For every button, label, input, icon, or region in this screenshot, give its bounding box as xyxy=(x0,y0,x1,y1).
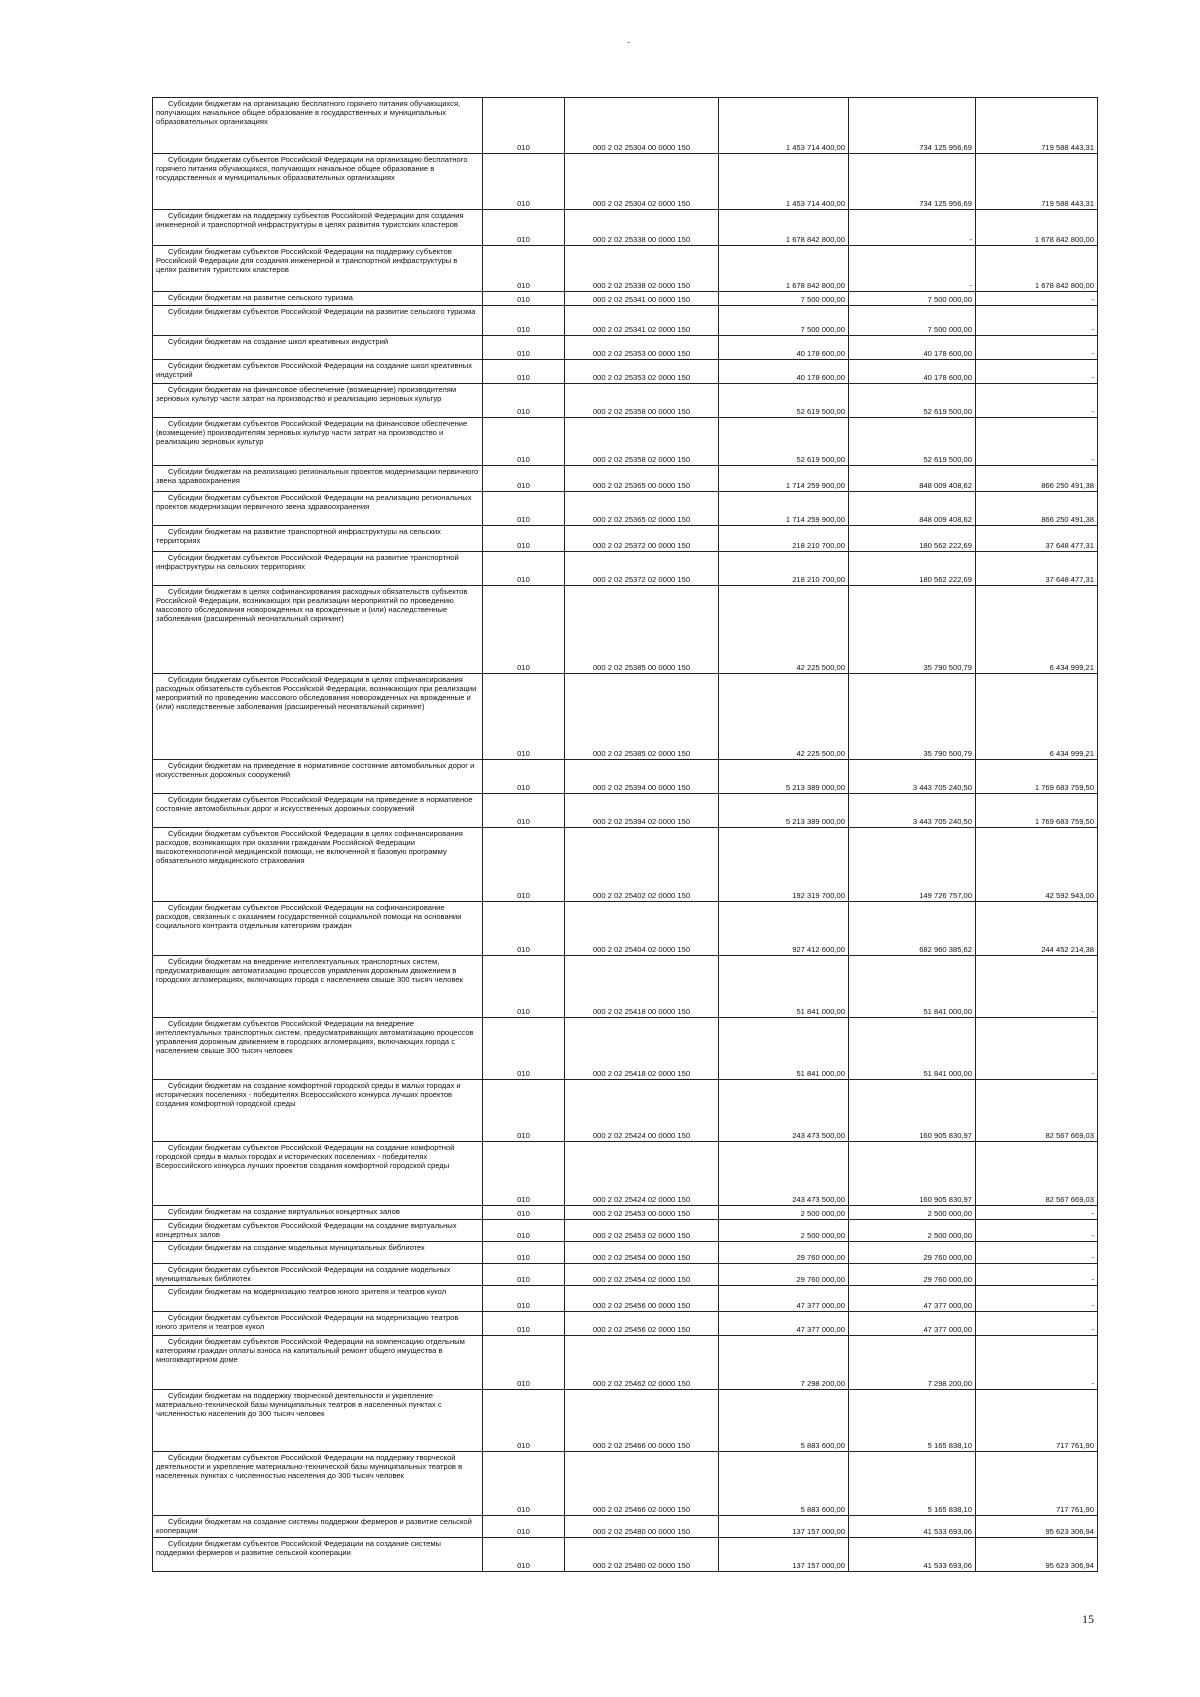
cell-code: 010 xyxy=(483,1220,565,1242)
cell-name: Субсидии бюджетам на развитие сельского туризма xyxy=(153,292,483,306)
cell-v3: 866 250 491,38 xyxy=(976,492,1098,526)
cell-kbk: 000 2 02 25372 00 0000 150 xyxy=(565,526,719,552)
cell-code: 010 xyxy=(483,1516,565,1538)
cell-v2: 160 905 830,97 xyxy=(849,1080,976,1142)
cell-v2: 29 760 000,00 xyxy=(849,1264,976,1286)
cell-v1: 29 760 000,00 xyxy=(719,1264,849,1286)
table-row xyxy=(153,674,1098,760)
cell-code: 010 xyxy=(483,674,565,760)
cell-name: Субсидии бюджетам на создание системы поддержки фермеров и развитие сельской кооперации xyxy=(153,1516,483,1538)
cell-v3: 95 623 306,94 xyxy=(976,1538,1098,1572)
cell-code: 010 xyxy=(483,466,565,492)
cell-name: Субсидии бюджетам на поддержку творческой деятельности и укрепление материально-технической базы муниципальных театров в населенных пунктах с численностью населения до 300 тысяч человек xyxy=(153,1390,483,1452)
cell-v1: 2 500 000,00 xyxy=(719,1220,849,1242)
cell-kbk: 000 2 02 25453 02 0000 150 xyxy=(565,1220,719,1242)
cell-name: Субсидии бюджетам субъектов Российской Федерации в целях софинансирования расходных обязательств субъектов Российской Федерации, возникающих при реализации мероприятий по проведению массового обследования новорожденных на врожденные и (или) наследственные заболевания (расширенный неонатальный скрининг) xyxy=(153,674,483,760)
cell-v2: 7 500 000,00 xyxy=(849,292,976,306)
cell-name: Субсидии бюджетам субъектов Российской Федерации на приведение в нормативное состояние автомобильных дорог и искусственных дорожных сооружений xyxy=(153,794,483,828)
cell-v3: 1 769 683 759,50 xyxy=(976,794,1098,828)
cell-v1: 192 319 700,00 xyxy=(719,828,849,902)
cell-name: Субсидии бюджетам на финансовое обеспечение (возмещение) производителям зерновых культур части затрат на производство и реализацию зерновых культур xyxy=(153,384,483,418)
cell-code: 010 xyxy=(483,1018,565,1080)
cell-v3: - xyxy=(976,1264,1098,1286)
cell-name: Субсидии бюджетам на создание школ креативных индустрий xyxy=(153,336,483,360)
cell-code: 010 xyxy=(483,1390,565,1452)
cell-v3: 1 769 683 759,50 xyxy=(976,760,1098,794)
table-row xyxy=(153,292,1098,306)
cell-v3: - xyxy=(976,1286,1098,1312)
cell-v1: 243 473 500,00 xyxy=(719,1080,849,1142)
cell-v3: 95 623 306,94 xyxy=(976,1516,1098,1538)
cell-v2: 682 960 385,62 xyxy=(849,902,976,956)
cell-name: Субсидии бюджетам субъектов Российской Федерации на развитие транспортной инфраструктуры на сельских территориях xyxy=(153,552,483,586)
table-row xyxy=(153,210,1098,246)
table-row xyxy=(153,1220,1098,1242)
cell-v3: - xyxy=(976,360,1098,384)
cell-name: Субсидии бюджетам субъектов Российской Федерации на создание школ креативных индустрий xyxy=(153,360,483,384)
cell-v2: 5 165 838,10 xyxy=(849,1390,976,1452)
cell-v2: 35 790 500,79 xyxy=(849,586,976,674)
cell-v2: 47 377 000,00 xyxy=(849,1312,976,1336)
cell-name: Субсидии бюджетам субъектов Российской Федерации на внедрение интеллектуальных транспортных систем, предусматривающих автоматизацию процессов управления дорожным движением в городских агломерациях, включающих города с населением свыше 300 тысяч человек xyxy=(153,1018,483,1080)
cell-code: 010 xyxy=(483,1312,565,1336)
cell-v1: 5 883 600,00 xyxy=(719,1452,849,1516)
cell-kbk: 000 2 02 25338 00 0000 150 xyxy=(565,210,719,246)
cell-kbk: 000 2 02 25372 02 0000 150 xyxy=(565,552,719,586)
cell-v2: 149 726 757,00 xyxy=(849,828,976,902)
cell-v1: 42 225 500,00 xyxy=(719,586,849,674)
cell-code: 010 xyxy=(483,1242,565,1264)
table-row xyxy=(153,306,1098,336)
cell-v2: 52 619 500,00 xyxy=(849,418,976,466)
cell-code: 010 xyxy=(483,492,565,526)
cell-v1: 51 841 000,00 xyxy=(719,1018,849,1080)
cell-name: Субсидии бюджетам субъектов Российской Федерации на создание комфортной городской среды в малых городах и исторических поселениях - победителях Всероссийского конкурса лучших проектов создания комфортной городской среды xyxy=(153,1142,483,1206)
cell-v3: - xyxy=(976,956,1098,1018)
cell-v2: 3 443 705 240,50 xyxy=(849,794,976,828)
cell-name: Субсидии бюджетам субъектов Российской Федерации в целях софинансирования расходов, возникающих при оказании гражданам Российской Федерации высокотехнологичной медицинской помощи, не включенной в базовую программу обязательного медицинского страхования xyxy=(153,828,483,902)
cell-v3: 37 648 477,31 xyxy=(976,552,1098,586)
cell-v2: 848 009 408,62 xyxy=(849,492,976,526)
cell-v2: 734 125 956,69 xyxy=(849,154,976,210)
cell-v2: - xyxy=(849,246,976,292)
cell-code: 010 xyxy=(483,292,565,306)
cell-kbk: 000 2 02 25480 00 0000 150 xyxy=(565,1516,719,1538)
cell-v3: - xyxy=(976,306,1098,336)
cell-v1: 1 714 259 900,00 xyxy=(719,466,849,492)
cell-code: 010 xyxy=(483,1264,565,1286)
cell-name: Субсидии бюджетам на развитие транспортной инфраструктуры на сельских территориях xyxy=(153,526,483,552)
cell-v1: 47 377 000,00 xyxy=(719,1286,849,1312)
cell-v2: 2 500 000,00 xyxy=(849,1206,976,1220)
cell-kbk: 000 2 02 25456 00 0000 150 xyxy=(565,1286,719,1312)
cell-name: Субсидии бюджетам субъектов Российской Федерации на модернизацию театров юного зрителя и театров кукол xyxy=(153,1312,483,1336)
cell-code: 010 xyxy=(483,336,565,360)
cell-code: 010 xyxy=(483,526,565,552)
cell-v3: - xyxy=(976,1220,1098,1242)
cell-v3: 82 567 669,03 xyxy=(976,1080,1098,1142)
cell-v3: 717 761,90 xyxy=(976,1452,1098,1516)
cell-kbk: 000 2 02 25353 02 0000 150 xyxy=(565,360,719,384)
cell-kbk: 000 2 02 25404 02 0000 150 xyxy=(565,902,719,956)
cell-v2: 35 790 500,79 xyxy=(849,674,976,760)
table-row xyxy=(153,1264,1098,1286)
cell-code: 010 xyxy=(483,1538,565,1572)
cell-v2: 7 500 000,00 xyxy=(849,306,976,336)
table-row xyxy=(153,1142,1098,1206)
cell-v3: - xyxy=(976,1242,1098,1264)
cell-v3: 37 648 477,31 xyxy=(976,526,1098,552)
cell-v1: 5 883 600,00 xyxy=(719,1390,849,1452)
table-row xyxy=(153,1336,1098,1390)
table-row xyxy=(153,828,1098,902)
cell-v3: 244 452 214,38 xyxy=(976,902,1098,956)
cell-kbk: 000 2 02 25358 02 0000 150 xyxy=(565,418,719,466)
cell-v1: 1 714 259 900,00 xyxy=(719,492,849,526)
cell-v2: 3 443 705 240,50 xyxy=(849,760,976,794)
cell-v3: 717 761,90 xyxy=(976,1390,1098,1452)
cell-v3: - xyxy=(976,1312,1098,1336)
cell-v2: 40 178 600,00 xyxy=(849,336,976,360)
cell-code: 010 xyxy=(483,360,565,384)
cell-code: 010 xyxy=(483,828,565,902)
table-row xyxy=(153,1242,1098,1264)
cell-v1: 137 157 000,00 xyxy=(719,1538,849,1572)
cell-v1: 7 500 000,00 xyxy=(719,292,849,306)
cell-code: 010 xyxy=(483,902,565,956)
cell-v3: 82 567 669,03 xyxy=(976,1142,1098,1206)
cell-v3: 6 434 999,21 xyxy=(976,586,1098,674)
cell-code: 010 xyxy=(483,552,565,586)
table-row xyxy=(153,902,1098,956)
cell-kbk: 000 2 02 25462 02 0000 150 xyxy=(565,1336,719,1390)
cell-v1: 7 500 000,00 xyxy=(719,306,849,336)
table-row xyxy=(153,154,1098,210)
table-row xyxy=(153,1390,1098,1452)
cell-kbk: 000 2 02 25418 02 0000 150 xyxy=(565,1018,719,1080)
cell-v2: 734 125 956,69 xyxy=(849,98,976,154)
cell-v3: 1 678 842 800,00 xyxy=(976,246,1098,292)
cell-v1: 243 473 500,00 xyxy=(719,1142,849,1206)
cell-v1: 5 213 389 000,00 xyxy=(719,794,849,828)
cell-kbk: 000 2 02 25358 00 0000 150 xyxy=(565,384,719,418)
table-row xyxy=(153,1516,1098,1538)
cell-v1: 218 210 700,00 xyxy=(719,552,849,586)
cell-name: Субсидии бюджетам на поддержку субъектов Российской Федерации для создания инженерной и транспортной инфраструктуры в целях развития туристских кластеров xyxy=(153,210,483,246)
page-number: 15 xyxy=(1082,1612,1094,1626)
cell-v3: 42 592 943,00 xyxy=(976,828,1098,902)
cell-kbk: 000 2 02 25394 02 0000 150 xyxy=(565,794,719,828)
table-row xyxy=(153,1312,1098,1336)
cell-v1: 52 619 500,00 xyxy=(719,418,849,466)
cell-kbk: 000 2 02 25365 00 0000 150 xyxy=(565,466,719,492)
cell-v1: 1 678 842 800,00 xyxy=(719,210,849,246)
cell-name: Субсидии бюджетам на внедрение интеллектуальных транспортных систем, предусматривающих автоматизацию процессов управления дорожным движением в городских агломерациях, включающих города с населением свыше 300 тысяч человек xyxy=(153,956,483,1018)
cell-code: 010 xyxy=(483,1080,565,1142)
cell-v3: 866 250 491,38 xyxy=(976,466,1098,492)
cell-kbk: 000 2 02 25418 00 0000 150 xyxy=(565,956,719,1018)
cell-name: Субсидии бюджетам субъектов Российской Федерации на финансовое обеспечение (возмещение) производителям зерновых культур части затрат на производство и реализацию зерновых культур xyxy=(153,418,483,466)
cell-name: Субсидии бюджетам субъектов Российской Федерации на развитие сельского туризма xyxy=(153,306,483,336)
cell-kbk: 000 2 02 25394 00 0000 150 xyxy=(565,760,719,794)
cell-code: 010 xyxy=(483,1452,565,1516)
table-row xyxy=(153,466,1098,492)
cell-v3: 6 434 999,21 xyxy=(976,674,1098,760)
cell-kbk: 000 2 02 25454 00 0000 150 xyxy=(565,1242,719,1264)
cell-name: Субсидии бюджетам на создание виртуальных концертных залов xyxy=(153,1206,483,1220)
cell-name: Субсидии бюджетам субъектов Российской Федерации на софинансирование расходов, связанных с оказанием государственной социальной помощи на основании социального контракта отдельным категориям граждан xyxy=(153,902,483,956)
cell-code: 010 xyxy=(483,246,565,292)
cell-code: 010 xyxy=(483,1206,565,1220)
cell-v2: - xyxy=(849,210,976,246)
cell-name: Субсидии бюджетам на приведение в нормативное состояние автомобильных дорог и искусственных дорожных сооружений xyxy=(153,760,483,794)
cell-kbk: 000 2 02 25466 02 0000 150 xyxy=(565,1452,719,1516)
cell-v2: 52 619 500,00 xyxy=(849,384,976,418)
cell-code: 010 xyxy=(483,384,565,418)
cell-name: Субсидии бюджетам субъектов Российской Федерации на создание системы поддержки фермеров и развитие сельской кооперации xyxy=(153,1538,483,1572)
table-row xyxy=(153,384,1098,418)
budget-table xyxy=(152,97,1098,1572)
cell-v3: - xyxy=(976,418,1098,466)
cell-v3: - xyxy=(976,384,1098,418)
table-row xyxy=(153,956,1098,1018)
table-row xyxy=(153,760,1098,794)
cell-v2: 7 298 200,00 xyxy=(849,1336,976,1390)
cell-v3: - xyxy=(976,1018,1098,1080)
table-row xyxy=(153,1286,1098,1312)
cell-kbk: 000 2 02 25456 02 0000 150 xyxy=(565,1312,719,1336)
cell-v1: 29 760 000,00 xyxy=(719,1242,849,1264)
scan-mark xyxy=(627,42,630,43)
cell-v1: 40 178 600,00 xyxy=(719,360,849,384)
cell-v3: - xyxy=(976,292,1098,306)
table-row xyxy=(153,1538,1098,1572)
cell-kbk: 000 2 02 25304 02 0000 150 xyxy=(565,154,719,210)
cell-kbk: 000 2 02 25341 00 0000 150 xyxy=(565,292,719,306)
cell-code: 010 xyxy=(483,306,565,336)
cell-v1: 52 619 500,00 xyxy=(719,384,849,418)
cell-code: 010 xyxy=(483,98,565,154)
cell-v1: 42 225 500,00 xyxy=(719,674,849,760)
cell-v2: 180 562 222,69 xyxy=(849,552,976,586)
cell-v2: 41 533 693,06 xyxy=(849,1538,976,1572)
cell-v2: 29 760 000,00 xyxy=(849,1242,976,1264)
cell-code: 010 xyxy=(483,1336,565,1390)
cell-code: 010 xyxy=(483,1142,565,1206)
cell-kbk: 000 2 02 25424 00 0000 150 xyxy=(565,1080,719,1142)
cell-kbk: 000 2 02 25353 00 0000 150 xyxy=(565,336,719,360)
cell-v3: 1 678 842 800,00 xyxy=(976,210,1098,246)
cell-code: 010 xyxy=(483,760,565,794)
cell-v2: 848 009 408,62 xyxy=(849,466,976,492)
cell-name: Субсидии бюджетам на создание модельных муниципальных библиотек xyxy=(153,1242,483,1264)
cell-code: 010 xyxy=(483,956,565,1018)
cell-code: 010 xyxy=(483,1286,565,1312)
cell-kbk: 000 2 02 25453 00 0000 150 xyxy=(565,1206,719,1220)
cell-v3: 719 588 443,31 xyxy=(976,154,1098,210)
cell-code: 010 xyxy=(483,210,565,246)
cell-name: Субсидии бюджетам субъектов Российской Федерации на реализацию региональных проектов модернизации первичного звена здравоохранения xyxy=(153,492,483,526)
cell-v1: 1 453 714 400,00 xyxy=(719,154,849,210)
cell-v3: - xyxy=(976,1336,1098,1390)
table-row xyxy=(153,552,1098,586)
cell-v1: 1 453 714 400,00 xyxy=(719,98,849,154)
cell-v1: 51 841 000,00 xyxy=(719,956,849,1018)
cell-name: Субсидии бюджетам субъектов Российской Федерации на компенсацию отдельным категориям граждан оплаты взноса на капитальный ремонт общего имущества в многоквартирном доме xyxy=(153,1336,483,1390)
table-row xyxy=(153,1452,1098,1516)
table-row xyxy=(153,360,1098,384)
cell-kbk: 000 2 02 25466 00 0000 150 xyxy=(565,1390,719,1452)
cell-v1: 218 210 700,00 xyxy=(719,526,849,552)
cell-name: Субсидии бюджетам субъектов Российской Федерации на создание модельных муниципальных библиотек xyxy=(153,1264,483,1286)
cell-v1: 927 412 600,00 xyxy=(719,902,849,956)
cell-v2: 5 165 838,10 xyxy=(849,1452,976,1516)
cell-v1: 5 213 389 000,00 xyxy=(719,760,849,794)
table-row xyxy=(153,1080,1098,1142)
cell-name: Субсидии бюджетам в целях софинансирования расходных обязательств субъектов Российской Федерации, возникающих при реализации мероприятий по проведению массового обследования новорожденных на врожденные и (или) наследственные заболевания (расширенный неонатальный скрининг) xyxy=(153,586,483,674)
cell-kbk: 000 2 02 25454 02 0000 150 xyxy=(565,1264,719,1286)
cell-v1: 7 298 200,00 xyxy=(719,1336,849,1390)
cell-kbk: 000 2 02 25424 02 0000 150 xyxy=(565,1142,719,1206)
table-row xyxy=(153,492,1098,526)
cell-kbk: 000 2 02 25365 02 0000 150 xyxy=(565,492,719,526)
cell-name: Субсидии бюджетам на реализацию региональных проектов модернизации первичного звена здравоохранения xyxy=(153,466,483,492)
cell-kbk: 000 2 02 25385 02 0000 150 xyxy=(565,674,719,760)
cell-code: 010 xyxy=(483,586,565,674)
cell-kbk: 000 2 02 25480 02 0000 150 xyxy=(565,1538,719,1572)
cell-v2: 47 377 000,00 xyxy=(849,1286,976,1312)
cell-v1: 2 500 000,00 xyxy=(719,1206,849,1220)
cell-v3: - xyxy=(976,336,1098,360)
table-row xyxy=(153,246,1098,292)
cell-kbk: 000 2 02 25385 00 0000 150 xyxy=(565,586,719,674)
cell-v2: 41 533 693,06 xyxy=(849,1516,976,1538)
cell-v1: 40 178 600,00 xyxy=(719,336,849,360)
cell-name: Субсидии бюджетам субъектов Российской Федерации на организацию бесплатного горячего питания обучающихся, получающих начальное общее образование в государственных и муниципальных образовательных организациях xyxy=(153,154,483,210)
cell-name: Субсидии бюджетам субъектов Российской Федерации на создание виртуальных концертных залов xyxy=(153,1220,483,1242)
cell-v2: 2 500 000,00 xyxy=(849,1220,976,1242)
cell-v2: 51 841 000,00 xyxy=(849,956,976,1018)
cell-code: 010 xyxy=(483,418,565,466)
cell-v1: 1 678 842 800,00 xyxy=(719,246,849,292)
table-row xyxy=(153,336,1098,360)
table-row xyxy=(153,526,1098,552)
cell-name: Субсидии бюджетам на организацию бесплатного горячего питания обучающихся, получающих начальное общее образование в государственных и муниципальных образовательных организациях xyxy=(153,98,483,154)
cell-kbk: 000 2 02 25338 02 0000 150 xyxy=(565,246,719,292)
cell-code: 010 xyxy=(483,794,565,828)
cell-v1: 47 377 000,00 xyxy=(719,1312,849,1336)
cell-kbk: 000 2 02 25304 00 0000 150 xyxy=(565,98,719,154)
table-row xyxy=(153,98,1098,154)
cell-v3: - xyxy=(976,1206,1098,1220)
cell-name: Субсидии бюджетам субъектов Российской Федерации на поддержку субъектов Российской Федерации для создания инженерной и транспортной инфраструктуры в целях развития туристских кластеров xyxy=(153,246,483,292)
cell-name: Субсидии бюджетам субъектов Российской Федерации на поддержку творческой деятельности и укрепление материально-технической базы муниципальных театров в населенных пунктах с численностью населения до 300 тысяч человек xyxy=(153,1452,483,1516)
table-row xyxy=(153,418,1098,466)
cell-v2: 180 562 222,69 xyxy=(849,526,976,552)
table-row xyxy=(153,1018,1098,1080)
cell-v2: 40 178 600,00 xyxy=(849,360,976,384)
cell-name: Субсидии бюджетам на модернизацию театров юного зрителя и театров кукол xyxy=(153,1286,483,1312)
cell-kbk: 000 2 02 25402 02 0000 150 xyxy=(565,828,719,902)
cell-v3: 719 588 443,31 xyxy=(976,98,1098,154)
cell-kbk: 000 2 02 25341 02 0000 150 xyxy=(565,306,719,336)
cell-v2: 160 905 830,97 xyxy=(849,1142,976,1206)
cell-name: Субсидии бюджетам на создание комфортной городской среды в малых городах и исторических поселениях - победителях Всероссийского конкурса лучших проектов создания комфортной городской среды xyxy=(153,1080,483,1142)
table-row xyxy=(153,1206,1098,1220)
table-row xyxy=(153,794,1098,828)
cell-v2: 51 841 000,00 xyxy=(849,1018,976,1080)
table-row xyxy=(153,586,1098,674)
cell-v1: 137 157 000,00 xyxy=(719,1516,849,1538)
cell-code: 010 xyxy=(483,154,565,210)
